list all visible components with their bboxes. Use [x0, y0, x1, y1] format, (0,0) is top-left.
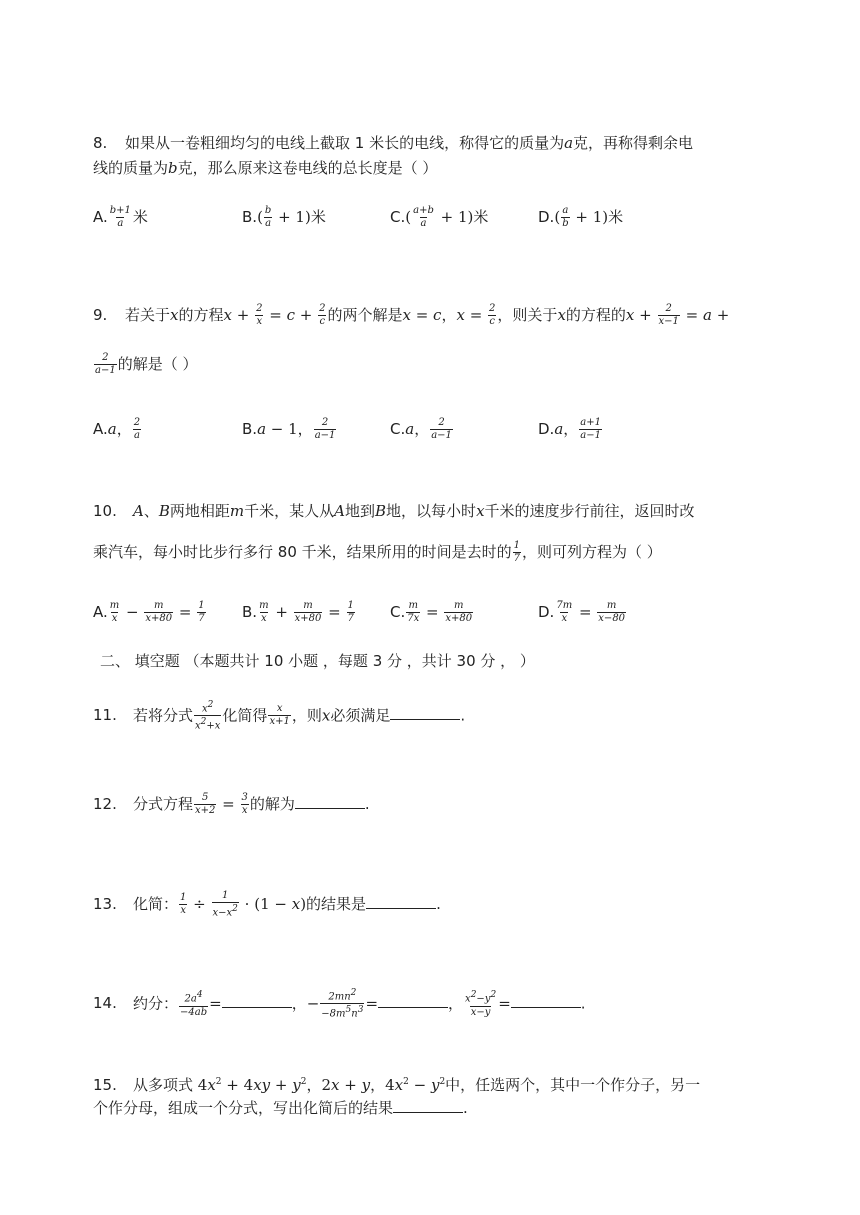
q8-number: 8. [93, 134, 108, 152]
q15-line2: 个作分母，组成一个分式，写出化简后的结果 . [93, 1099, 468, 1117]
q14-answer-blank-2[interactable] [378, 993, 448, 1008]
q9-option-a: A.a， $\frac{2}{a}$ [93, 417, 141, 441]
q10-option-c: C. $\frac{m}{7x}$ = $\frac{m}{x+80}$ [390, 600, 473, 624]
q14-answer-blank-1[interactable] [222, 993, 292, 1008]
q8-option-d: D.( $\frac{a}{b}$ + 1)米 [538, 205, 624, 229]
q8-line1: 8. 如果从一卷粗细均匀的电线上截取 1 米长的电线，称得它的质量为a克，再称得剩余电 [93, 134, 694, 152]
q8-line2-b: 克，那么原来这卷电线的总长度是（ ） [177, 159, 438, 177]
q9-option-b: B.a − 1， $\frac{2}{a-1}$ [242, 417, 336, 441]
q11-number: 11. [93, 706, 117, 725]
q14-number: 14. [93, 994, 117, 1013]
q11-line: 11. 若将分式 $\frac{x^2}{x^2+x}$ 化简得 $\frac{x}{x+1}$ ，则x必须满足 . [93, 700, 466, 732]
q12-answer-blank[interactable] [295, 794, 365, 809]
q8-option-c: C.( $\frac{a+b}{a}$ + 1)米 [390, 205, 489, 229]
q14-line: 14. 约分： $\frac{2a^4}{-4ab}$ = ，− $\frac{2mn^2}{-8m^5n^3}$ = ， $\frac{x^2-y^2}{x-y}$ = . [93, 988, 586, 1020]
q10-line1: 10. A、B两地相距m千米，某人从A地到B地，以每小时x千米的速度步行前往，返回时改 [93, 502, 695, 520]
q8-option-a: A. $\frac{b+1}{a}$ 米 [93, 205, 148, 229]
q13-line: 13. 化简： $\frac{1}{x}$ ÷ $\frac{1}{x-x^2}$ · (1 − x)的结果是 . [93, 890, 441, 919]
q9-option-c: C.a， $\frac{2}{a-1}$ [390, 417, 452, 441]
q9-line1: 9. 若关于x的方程x + $\frac{2}{x}$ = c + $\frac{2}{c}$ 的两个解是x = c，x = $\frac{2}{c}$ ，则关于x的方程的x + $\frac{2}{x-1}$ = a + [93, 303, 730, 327]
q10-number: 10. [93, 502, 117, 520]
q8-line2: 线的质量为b克，那么原来这卷电线的总长度是（ ） [93, 159, 438, 177]
q11-answer-blank[interactable] [390, 705, 460, 720]
q15-line1: 15. 从多项式 $4x^2 + 4xy + y^2$，2x + y，$4x^2 - y^2$中，任选两个，其中一个作分子，另一 [93, 1076, 701, 1094]
q8-text-b: 克，再称得剩余电 [573, 134, 694, 152]
section-heading: 二、 填空题 （本题共计 10 小题 ，每题 3 分 ，共计 30 分 ， ） [100, 652, 535, 670]
q12-number: 12. [93, 795, 117, 813]
q13-number: 13. [93, 895, 117, 914]
q10-option-a: A. $\frac{m}{x}$ − $\frac{m}{x+80}$ = $\frac{1}{7}$ [93, 600, 205, 624]
q10-line2: 乘汽车，每小时比步行多行 80 千米，结果所用的时间是去时的 $\frac{1}{7}$ ，则可列方程为（ ） [93, 540, 662, 564]
q8-line2-a: 线的质量为 [93, 159, 169, 177]
q8-option-b: B.( $\frac{b}{a}$ + 1)米 [242, 205, 326, 229]
q9-option-d: D.a， $\frac{a+1}{a-1}$ [538, 417, 601, 441]
q8-text: 如果从一卷粗细均匀的电线上截取 1 米长的电线，称得它的质量为 [125, 134, 565, 152]
q13-answer-blank[interactable] [366, 894, 436, 909]
q12-line: 12. 分式方程 $\frac{5}{x+2}$ = $\frac{3}{x}$ 的解为 . [93, 792, 370, 816]
q15-number: 15. [93, 1076, 117, 1094]
q15-answer-blank[interactable] [393, 1098, 463, 1113]
q14-answer-blank-3[interactable] [511, 993, 581, 1008]
q9-number: 9. [93, 306, 108, 324]
q10-option-d: D. $\frac{7m}{x}$ = $\frac{m}{x-80}$ [538, 600, 626, 624]
q10-option-b: B. $\frac{m}{x}$ + $\frac{m}{x+80}$ = $\frac{1}{7}$ [242, 600, 354, 624]
q9-line2: $\frac{2}{a-1}$ 的解是（ ） [95, 352, 198, 376]
